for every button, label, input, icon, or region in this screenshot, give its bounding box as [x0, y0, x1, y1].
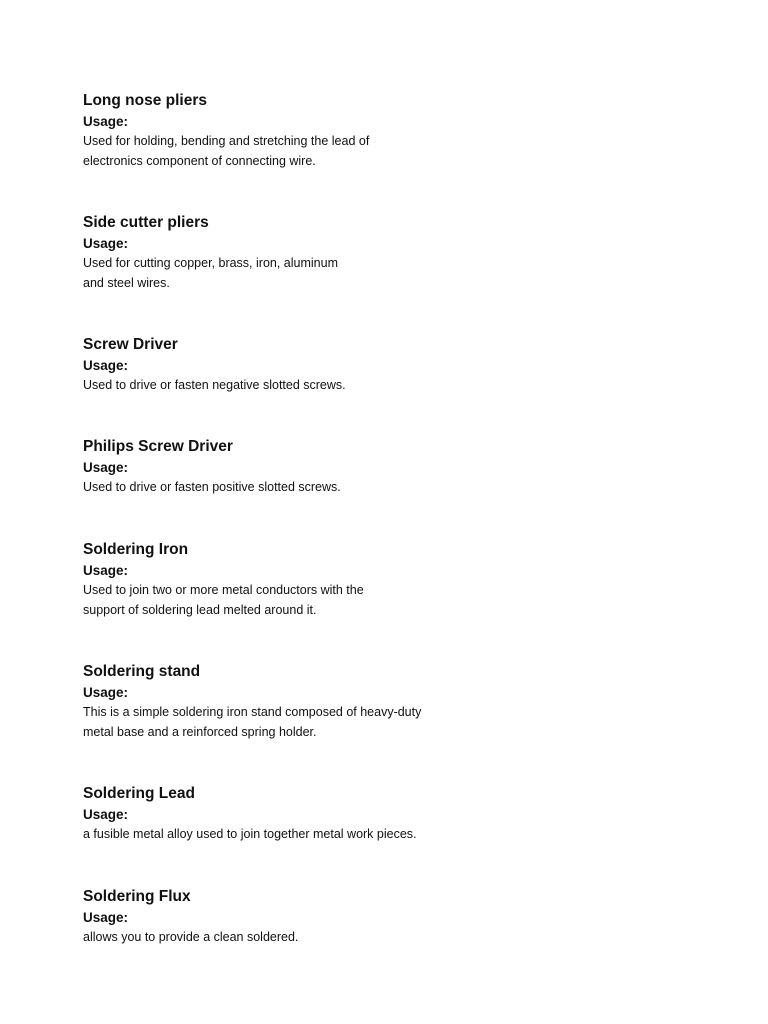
tool-title: Side cutter pliers — [83, 214, 209, 231]
usage-label: Usage: — [83, 563, 129, 578]
tool-entry-screw-driver — [83, 335, 463, 396]
tool-title: Soldering Flux — [83, 888, 191, 905]
tool-title: Soldering stand — [83, 663, 201, 680]
tool-entry-soldering-stand — [83, 662, 463, 742]
usage-text: Used to join two or more metal conductors with the support of soldering lead melted around it. — [83, 583, 364, 617]
usage-text: Used to drive or fasten negative slotted screws. — [83, 378, 346, 392]
usage-label: Usage: — [83, 236, 129, 251]
usage-text: Used for holding, bending and stretching the lead of electronics component of connecting wire. — [83, 134, 370, 168]
tool-title: Long nose pliers — [83, 92, 208, 109]
tool-title: Soldering Lead — [83, 785, 195, 802]
usage-text: This is a simple soldering iron stand composed of heavy-duty metal base and a reinforced spring holder. — [83, 705, 422, 739]
usage-label: Usage: — [83, 910, 129, 925]
tool-title: Screw Driver — [83, 336, 178, 353]
usage-label: Usage: — [83, 807, 129, 822]
tool-entry-soldering-iron — [83, 540, 463, 620]
tool-entry-side-cutter-pliers — [83, 213, 463, 293]
tool-entry-long-nose-pliers — [83, 91, 463, 171]
usage-text: allows you to provide a clean soldered. — [83, 930, 299, 944]
usage-text: Used for cutting copper, brass, iron, aluminum and steel wires. — [83, 256, 338, 290]
usage-text: Used to drive or fasten positive slotted screws. — [83, 480, 341, 494]
usage-label: Usage: — [83, 685, 129, 700]
tool-entry-soldering-flux — [83, 887, 463, 948]
tool-entry-soldering-lead — [83, 784, 463, 845]
usage-label: Usage: — [83, 460, 129, 475]
usage-text: a fusible metal alloy used to join together metal work pieces. — [83, 827, 417, 841]
tool-title: Soldering Iron — [83, 541, 189, 558]
tool-entry-philips-screw-driver — [83, 437, 463, 498]
usage-label: Usage: — [83, 358, 129, 373]
tool-title: Philips Screw Driver — [83, 438, 233, 455]
usage-label: Usage: — [83, 114, 129, 129]
